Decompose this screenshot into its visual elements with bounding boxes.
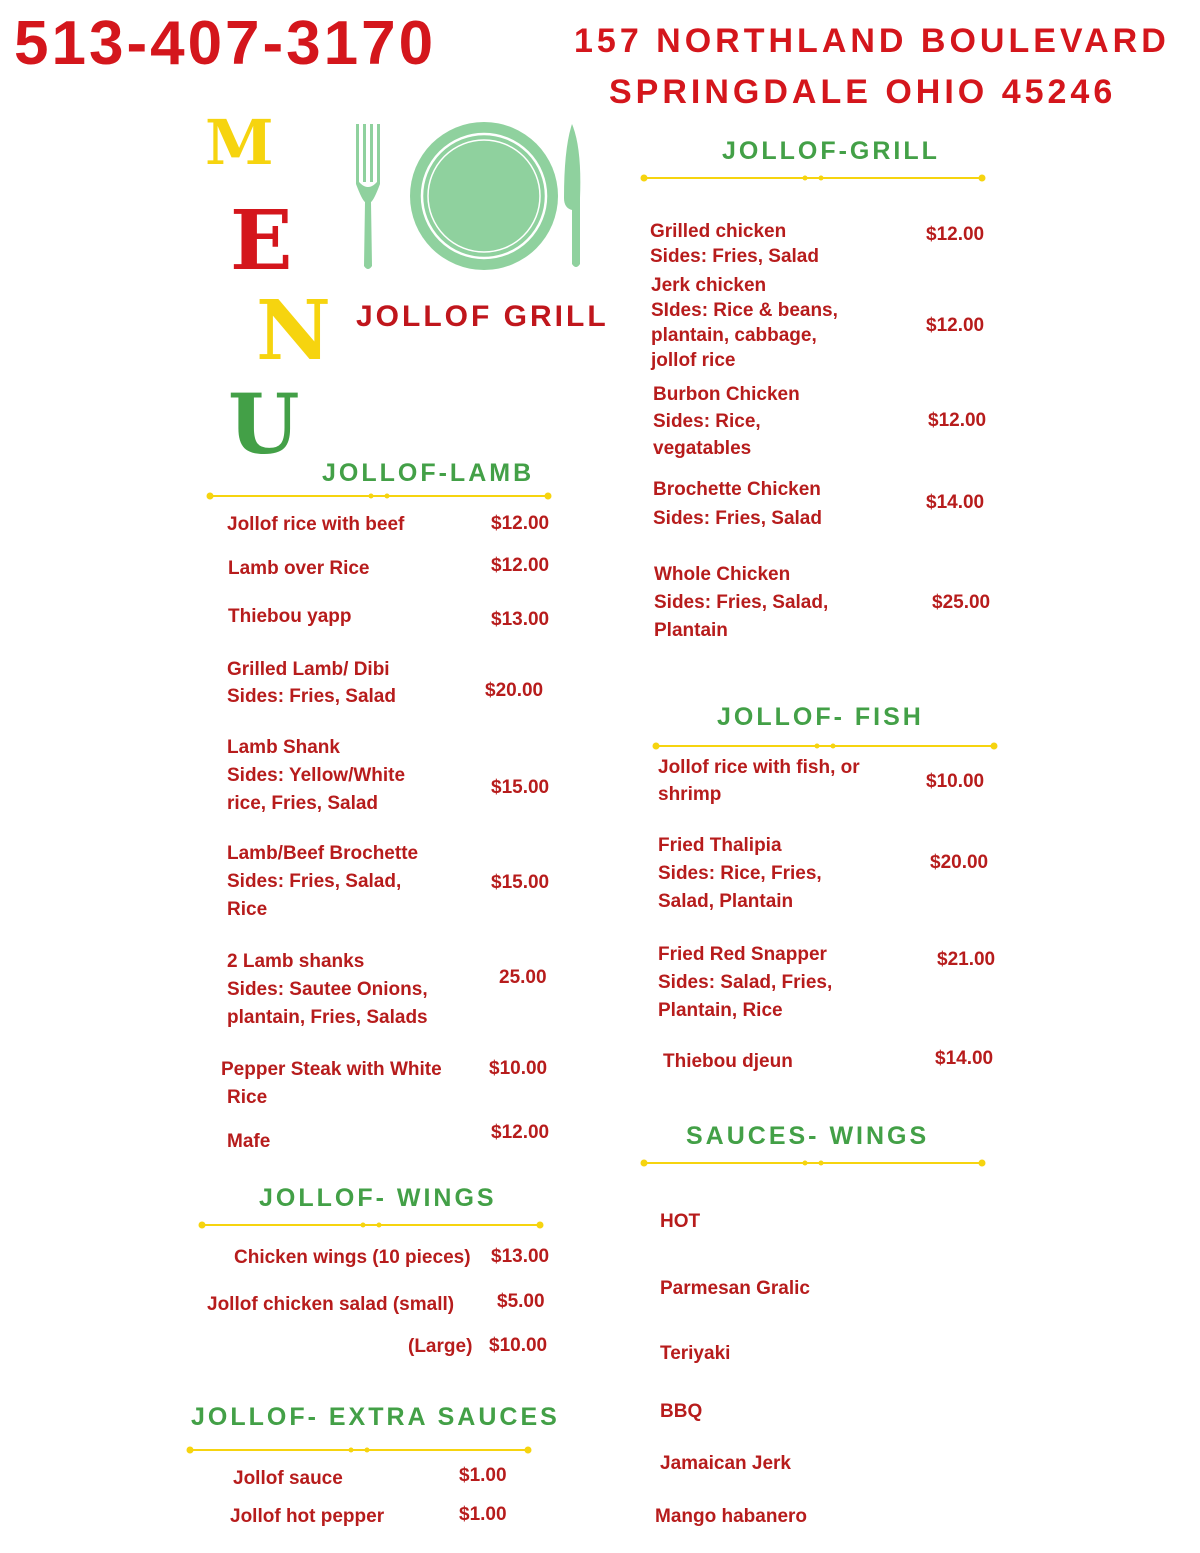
list-item: Pepper Steak with White Rice — [221, 1059, 442, 1108]
list-item: Thiebou djeun — [663, 1051, 793, 1072]
item-price: $10.00 — [489, 1335, 548, 1356]
section-title-lamb: JOLLOF-LAMB — [322, 459, 535, 487]
item-price: $15.00 — [491, 872, 550, 893]
list-item: Grilled Lamb/ Dibi Sides: Fries, Salad — [227, 659, 396, 707]
list-item: Jamaican Jerk — [660, 1453, 791, 1474]
list-item: Brochette Chicken Sides: Fries, Salad — [653, 479, 822, 529]
list-item: Fried Thalipia Sides: Rice, Fries, Salad, Plantain — [658, 835, 822, 912]
list-item: Jollof sauce — [233, 1468, 343, 1489]
list-item: Grilled chicken Sides: Fries, Salad — [650, 221, 819, 267]
section-title-wings: JOLLOF- WINGS — [259, 1184, 497, 1212]
list-item: Mango habanero — [655, 1506, 808, 1527]
item-price: $5.00 — [497, 1291, 545, 1312]
item-price: $25.00 — [932, 592, 991, 613]
item-price: $12.00 — [491, 513, 550, 534]
list-item: Lamb Shank Sides: Yellow/White rice, Fries, Salad — [227, 737, 406, 814]
list-item: Thiebou yapp — [228, 606, 352, 627]
section-title-fish: JOLLOF- FISH — [717, 703, 924, 731]
list-item: Mafe — [227, 1131, 271, 1152]
list-item: Burbon Chicken Sides: Rice, vegatables — [653, 384, 800, 459]
item-price: $10.00 — [489, 1058, 548, 1079]
divider-fish — [652, 740, 998, 752]
list-item: Jerk chicken SIdes: Rice & beans, plantain, cabbage, jollof rice — [651, 275, 838, 371]
section-title-extra-sauces: JOLLOF- EXTRA SAUCES — [191, 1403, 560, 1431]
fork-icon — [356, 124, 380, 269]
list-item: Lamb/Beef Brochette Sides: Fries, Salad, Rice — [227, 843, 419, 920]
divider-grill — [640, 172, 986, 184]
menu-letter-u: U — [228, 377, 300, 473]
section-title-sauces-wings: SAUCES- WINGS — [686, 1122, 930, 1150]
list-item: BBQ — [660, 1401, 703, 1422]
plate-logo — [350, 118, 590, 278]
list-item: Parmesan Gralic — [660, 1278, 810, 1299]
brand-name: JOLLOF GRILL — [356, 300, 609, 333]
item-price: $12.00 — [928, 410, 987, 431]
divider-extra-sauces — [186, 1444, 532, 1456]
address-line-1: 157 NORTHLAND BOULEVARD — [574, 22, 1170, 60]
list-item: Teriyaki — [660, 1343, 731, 1364]
item-price: $12.00 — [926, 315, 985, 336]
item-price: $13.00 — [491, 609, 550, 630]
item-price: $15.00 — [491, 777, 550, 798]
list-item: Jollof hot pepper — [230, 1506, 385, 1527]
address-line-2: SPRINGDALE OHIO 45246 — [609, 73, 1117, 111]
item-price: $20.00 — [930, 852, 989, 873]
list-item: Fried Red Snapper Sides: Salad, Fries, Plantain, Rice — [658, 944, 833, 1021]
menu-letter-n: N — [256, 283, 331, 379]
knife-icon — [564, 124, 580, 267]
list-item: (Large) — [408, 1336, 473, 1357]
divider-sauces-wings — [640, 1157, 986, 1169]
menu-letter-m: M — [205, 106, 274, 179]
item-price: $12.00 — [926, 224, 985, 245]
item-price: $21.00 — [937, 949, 996, 970]
item-price: $14.00 — [926, 492, 985, 513]
list-item: Chicken wings (10 pieces) — [234, 1247, 471, 1268]
item-price: $14.00 — [935, 1048, 994, 1069]
item-price: $12.00 — [491, 1122, 550, 1143]
item-price: $1.00 — [459, 1465, 507, 1486]
list-item: Jollof rice with fish, or shrimp — [658, 757, 860, 805]
phone-number: 513-407-3170 — [14, 9, 437, 78]
list-item: Jollof chicken salad (small) — [207, 1294, 455, 1315]
divider-lamb — [206, 490, 552, 502]
list-item: Lamb over Rice — [228, 558, 370, 579]
list-item: HOT — [660, 1211, 701, 1232]
list-item: Jollof rice with beef — [227, 514, 405, 535]
list-item: 2 Lamb shanks Sides: Sautee Onions, plantain, Fries, Salads — [227, 951, 428, 1028]
item-price: $10.00 — [926, 771, 985, 792]
section-title-grill: JOLLOF-GRILL — [722, 137, 940, 165]
plate-icon — [410, 122, 558, 270]
item-price: $1.00 — [459, 1504, 507, 1525]
item-price: $13.00 — [491, 1246, 550, 1267]
item-price: $12.00 — [491, 555, 550, 576]
divider-wings — [198, 1219, 544, 1231]
item-price: 25.00 — [499, 967, 547, 988]
list-item: Whole Chicken Sides: Fries, Salad, Plantain — [654, 564, 829, 641]
menu-letter-e: E — [230, 193, 293, 289]
item-price: $20.00 — [485, 680, 544, 701]
